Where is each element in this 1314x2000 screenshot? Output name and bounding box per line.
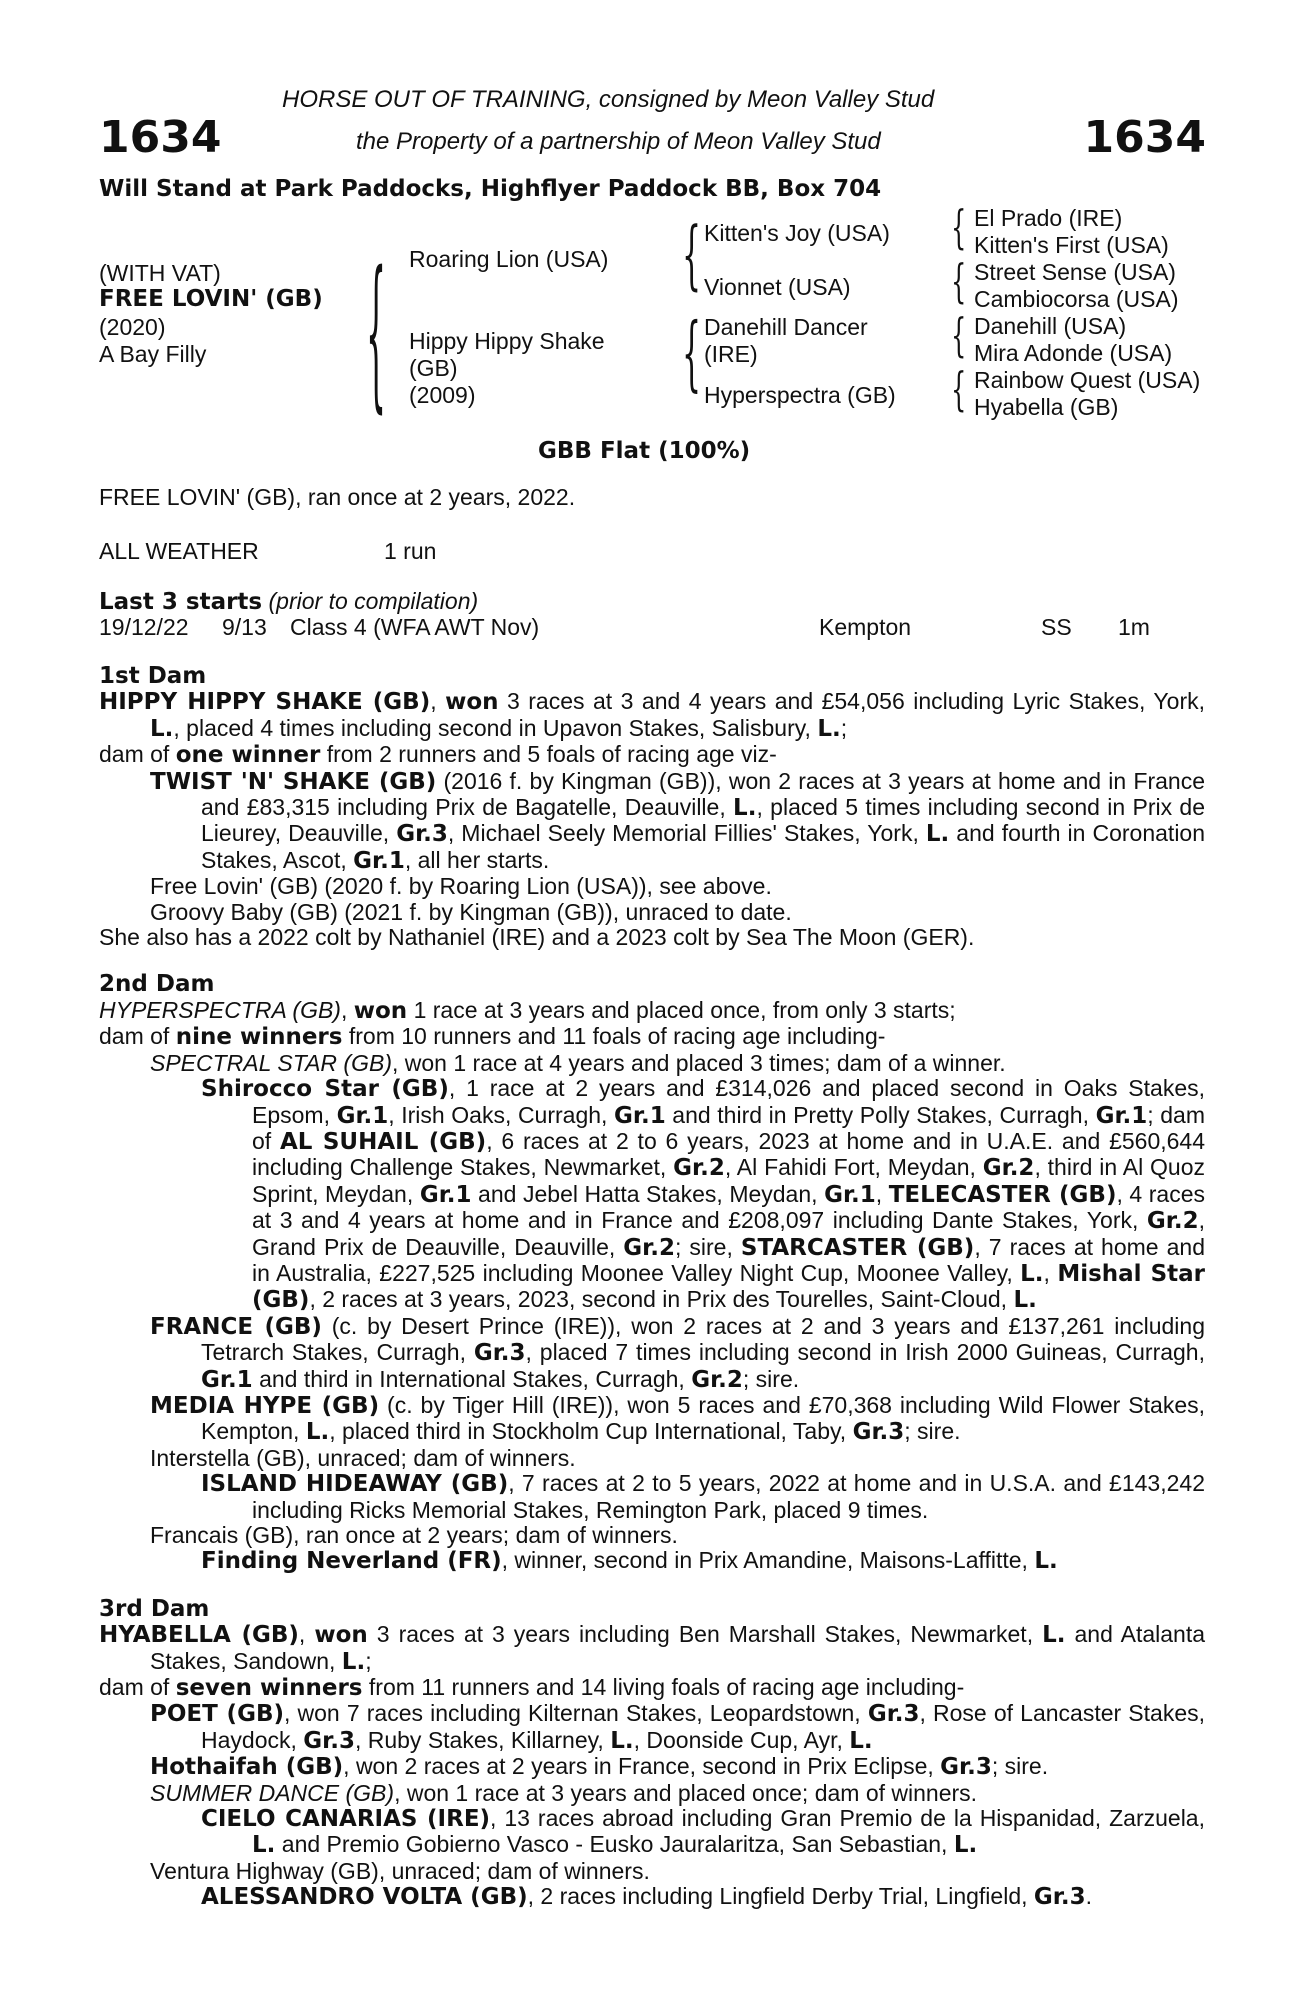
start-date: 19/12/22 — [99, 614, 189, 640]
produce-shirocco-star: Shirocco Star (GB), 1 race at 2 years and £314,026 and placed second in Oaks Stakes, Epsom, Gr.1, Irish Oaks, Curragh, Gr.1 and third in Pretty Polly Stakes, Curragh, Gr.1; dam of AL SUHAIL (GB), 6 races at 2 to 6 years, 2023 at home and in U.A.E. and £560,644 including Challenge Stakes, Newmarket, Gr.2, Al Fahidi Fort, Meydan, Gr.2, third in Al Quoz Sprint, Meydan, Gr.1 and Jebel Hatta Stakes, Meydan, Gr.1, TELECASTER (GB), 4 races at 3 and 4 years at home and in France and £208,097 including Dante Stakes, York, Gr.2, Grand Prix de Deauville, Deauville, Gr.2; sire, STARCASTER (GB), 7 races at home and in Australia, £227,525 including Moonee Valley Night Cup, Moonee Valley, L., Mishal Star (GB), 2 races at 3 years, 2023, second in Prix des Tourelles, Saint-Cloud, L. — [201, 1075, 1206, 1314]
surface-runs: 1 run — [384, 538, 437, 564]
lot-number-left: 1634 — [99, 112, 222, 163]
last-starts-note: (prior to compilation) — [268, 588, 479, 614]
pedigree-dam-year: (2009) — [409, 382, 476, 408]
first-dam-heading: 1st Dam — [99, 663, 207, 689]
produce-island-hideaway: ISLAND HIDEAWAY (GB), 7 races at 2 to 5 years, 2022 at home and in U.S.A. and £143,242 including Ricks Memorial Stakes, Remington Park, placed 9 times. — [201, 1470, 1205, 1523]
brace-g3-1: { — [951, 200, 967, 255]
horse-year: (2020) — [99, 314, 166, 340]
brace-sire-dam: { — [366, 235, 387, 429]
pedigree-dam-dam: Hyperspectra (GB) — [704, 382, 896, 408]
first-dam-produce-summary: dam of one winner from 2 runners and 5 foals of racing age viz- — [99, 741, 777, 769]
produce-cielo-canarias: CIELO CANARIAS (IRE), 13 races abroad including Gran Premio de la Hispanidad, Zarzuela, L. and Premio Gobierno Vasco - Eusko Jauralaritza, San Sebastian, L. — [201, 1805, 1205, 1859]
gbb-rating: GBB Flat (100%) — [538, 438, 751, 464]
pedigree-g3-7: Rainbow Quest (USA) — [974, 367, 1201, 393]
pedigree-g3-4: Cambiocorsa (USA) — [974, 286, 1179, 312]
pedigree-sire-dam: Vionnet (USA) — [704, 274, 851, 300]
produce-free-lovin: Free Lovin' (GB) (2020 f. by Roaring Lion (USA)), see above. — [150, 873, 772, 900]
stand-location: Will Stand at Park Paddocks, Highflyer Paddock BB, Box 704 — [99, 176, 882, 202]
produce-colts-note: She also has a 2022 colt by Nathaniel (IRE) and a 2023 colt by Sea The Moon (GER). — [99, 924, 975, 951]
produce-finding-neverland: Finding Neverland (FR), winner, second in Prix Amandine, Maisons-Laffitte, L. — [201, 1547, 1058, 1575]
brace-g3-4: { — [951, 362, 967, 417]
horse-description: A Bay Filly — [99, 341, 207, 367]
produce-ventura-highway: Ventura Highway (GB), unraced; dam of winners. — [150, 1857, 650, 1884]
vat-note: (WITH VAT) — [99, 260, 221, 286]
produce-france: FRANCE (GB) (c. by Desert Prince (IRE)), won 2 races at 2 and 3 years and £137,261 including Tetrarch Stakes, Curragh, Gr.3, placed 7 times including second in Irish 2000 Guineas, Curragh, Gr.1 and third in International Stakes, Curragh, Gr.2; sire. — [150, 1312, 1205, 1393]
brace-g3-2: { — [951, 254, 967, 309]
produce-interstella: Interstella (GB), unraced; dam of winners. — [150, 1444, 576, 1471]
produce-twist-n-shake: TWIST 'N' SHAKE (GB) (2016 f. by Kingman (GB)), won 2 races at 3 years at home and in France and £83,315 including Prix de Bagatelle, Deauville, L., placed 5 times including second in Prix de Lieurey, Deauville, Gr.3, Michael Seely Memorial Fillies' Stakes, York, L. and fourth in Coronation Stakes, Ascot, Gr.1, all her starts. — [150, 767, 1206, 874]
produce-summer-dance: SUMMER DANCE (GB), won 1 race at 3 years and placed once; dam of winners. — [150, 1779, 978, 1806]
pedigree-g3-2: Kitten's First (USA) — [974, 232, 1169, 258]
pedigree-g3-5: Danehill (USA) — [974, 313, 1127, 339]
brace-g3-3: { — [951, 308, 967, 363]
start-race: Class 4 (WFA AWT Nov) — [290, 614, 540, 640]
produce-hothaifah: Hothaifah (GB), won 2 races at 2 years in France, second in Prix Eclipse, Gr.3; sire. — [150, 1753, 1049, 1781]
third-dam-record: HYABELLA (GB), won 3 races at 3 years including Ben Marshall Stakes, Newmarket, L. and Atalanta Stakes, Sandown, L.; — [99, 1621, 1206, 1675]
produce-spectral-star: SPECTRAL STAR (GB), won 1 race at 4 years and placed 3 times; dam of a winner. — [150, 1049, 1006, 1076]
brace-dam-parents: { — [682, 306, 702, 401]
first-dam-record: HIPPY HIPPY SHAKE (GB), won 3 races at 3 and 4 years and £54,056 including Lyric Stakes, York, L., placed 4 times including second in Upavon Stakes, Salisbury, L.; — [99, 688, 1205, 742]
pedigree-g3-8: Hyabella (GB) — [974, 394, 1119, 420]
horse-name: FREE LOVIN' (GB) — [99, 286, 323, 312]
racing-summary: FREE LOVIN' (GB), ran once at 2 years, 2022. — [99, 484, 576, 510]
second-dam-heading: 2nd Dam — [99, 971, 215, 998]
consignment-line: HORSE OUT OF TRAINING, consigned by Meon Valley Stud — [282, 86, 935, 113]
pedigree-dam-sire-name: Danehill Dancer — [704, 314, 868, 340]
start-course: Kempton — [819, 614, 912, 640]
surface-label: ALL WEATHER — [99, 538, 259, 564]
brace-sire-parents: { — [682, 211, 702, 300]
start-distance: 1m — [1118, 614, 1150, 640]
pedigree-sire-sire: Kitten's Joy (USA) — [704, 220, 890, 246]
start-position: 9/13 — [222, 614, 267, 640]
produce-alessandro-volta: ALESSANDRO VOLTA (GB), 2 races including Lingfield Derby Trial, Lingfield, Gr.3. — [201, 1883, 1092, 1911]
produce-groovy-baby: Groovy Baby (GB) (2021 f. by Kingman (GB)), unraced to date. — [150, 898, 792, 925]
pedigree-dam-name: Hippy Hippy Shake — [409, 328, 605, 354]
pedigree-sire: Roaring Lion (USA) — [409, 246, 609, 272]
start-going: SS — [1041, 614, 1072, 640]
last-starts-heading — [99, 588, 478, 615]
pedigree-g3-3: Street Sense (USA) — [974, 259, 1176, 285]
second-dam-produce-summary: dam of nine winners from 10 runners and 11 foals of racing age including- — [99, 1023, 886, 1051]
third-dam-heading: 3rd Dam — [99, 1595, 210, 1622]
produce-francais: Francais (GB), ran once at 2 years; dam of winners. — [150, 1522, 678, 1548]
pedigree-dam-origin: (GB) — [409, 355, 458, 381]
second-dam-record: HYPERSPECTRA (GB), won 1 race at 3 years and placed once, from only 3 starts; — [99, 996, 956, 1024]
pedigree-g3-6: Mira Adonde (USA) — [974, 340, 1173, 366]
lot-number-right: 1634 — [1083, 112, 1206, 163]
pedigree-g3-1: El Prado (IRE) — [974, 205, 1123, 231]
first-dam-section — [99, 664, 1205, 1911]
produce-poet: POET (GB), won 7 races including Kilternan Stakes, Leopardstown, Gr.3, Rose of Lancaster Stakes, Haydock, Gr.3, Ruby Stakes, Killarney, L., Doonside Cup, Ayr, L. — [150, 1700, 1205, 1754]
property-line: the Property of a partnership of Meon Valley Stud — [356, 128, 881, 155]
produce-media-hype: MEDIA HYPE (GB) (c. by Tiger Hill (IRE)), won 5 races and £70,368 including Wild Flower Stakes, Kempton, L., placed third in Stockholm Cup International, Taby, Gr.3; sire. — [150, 1391, 1206, 1446]
pedigree-dam-sire-origin: (IRE) — [704, 341, 758, 367]
last-starts-title: Last 3 starts — [99, 589, 263, 615]
third-dam-produce-summary: dam of seven winners from 11 runners and 14 living foals of racing age including- — [99, 1674, 965, 1702]
